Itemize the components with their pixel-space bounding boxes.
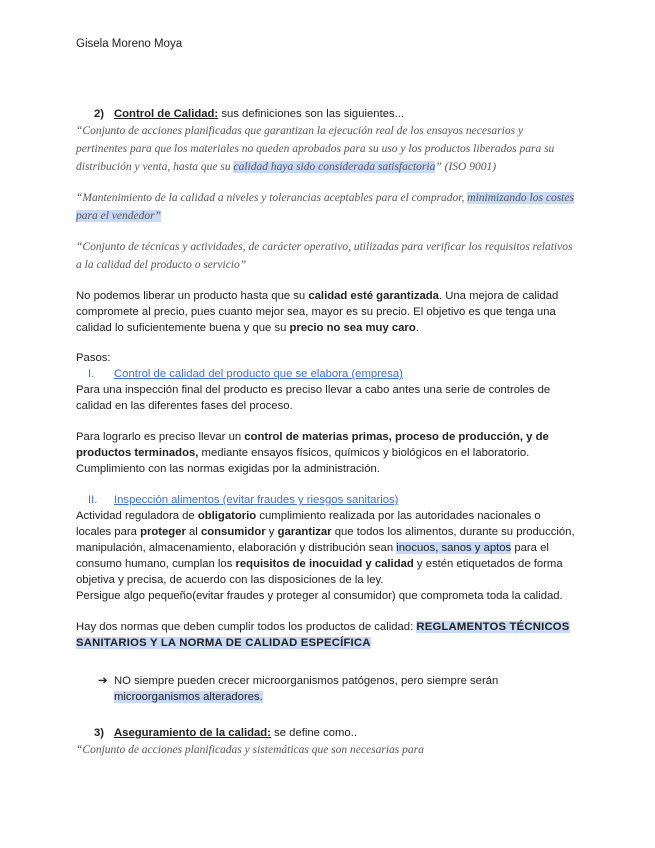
paragraph-dos-normas: [76, 619, 576, 651]
bold-text: calidad esté garantizada: [308, 290, 439, 302]
definition-quote-4: “Conjunto de acciones planificadas y sistemáticas que son necesarias para: [76, 744, 424, 756]
highlight: minimizando los costes para el vendedor”: [76, 192, 574, 222]
step-1-link[interactable]: Control de calidad del producto que se elabora (empresa): [114, 368, 403, 380]
bullet-microorganismos: [76, 673, 576, 705]
arrow-icon: ➔: [98, 675, 108, 687]
text: y: [265, 526, 278, 538]
bold-text: garantizar: [277, 526, 332, 538]
section-number: 2): [94, 108, 105, 120]
section-intro: sus definiciones son las siguientes...: [218, 108, 405, 120]
text: para el consumo humano, cumplan los: [76, 542, 549, 570]
text: mediante ensayos físicos, químicos y biológicos en el laboratorio. Cumplimiento con las normas exigidas por la administración.: [76, 447, 530, 475]
text: que todos los alimentos, durante su producción, manipulación, almacenamiento, elaboración y distribución sean: [76, 526, 575, 554]
definition-quote-2: [76, 189, 576, 225]
bold-text: proteger: [140, 526, 186, 538]
paragraph-persigue: Persigue algo pequeño(evitar fraudes y proteger al consumidor) que comprometa toda la calidad.: [76, 590, 563, 602]
section-number: 3): [94, 727, 105, 739]
text: Actividad reguladora de: [76, 510, 198, 522]
text: . Una mejora de calidad compromete al precio, pues cuanto mejor sea, mayor es su precio. El objetivo es que tenga una calidad lo suficientemente buena y que su: [76, 290, 559, 334]
quote-text: “Mantenimiento de la calidad a niveles y tolerancias aceptables para el comprador,: [76, 192, 468, 204]
quote-text: “Conjunto de técnicas y actividades, de carácter operativo, utilizadas para verificar los requisitos relativos a la calidad del producto o servicio”: [76, 241, 573, 271]
paragraph-actividad-reguladora: [76, 508, 576, 588]
highlight: inocuos, sanos y aptos: [396, 542, 512, 554]
section-2-heading: [76, 106, 576, 122]
text: Para lograrlo es preciso llevar un: [76, 431, 245, 443]
step-1-heading: [76, 366, 576, 382]
step-number: II.: [88, 494, 98, 506]
highlight: calidad haya sido considerada satisfactoria: [233, 161, 436, 173]
text: .: [415, 322, 419, 334]
highlight: microorganismos alteradores.: [114, 691, 263, 703]
page-header-author: Gisela Moreno Moya: [76, 38, 183, 50]
section-title: Aseguramiento de la calidad:: [114, 727, 271, 739]
section-intro: se define como..: [270, 727, 357, 739]
bold-text: consumidor: [200, 526, 266, 538]
text: y estén etiquetados de forma objetiva y precisa, de acuerdo con las disposiciones de la ley.: [76, 558, 563, 586]
pasos-label: Pasos:: [76, 352, 111, 364]
bold-text: requisitos de inocuidad y calidad: [235, 558, 414, 570]
text: al: [185, 526, 201, 538]
step-2-link[interactable]: Inspección alimentos (evitar fraudes y riesgos sanitarios): [114, 494, 399, 506]
definition-quote-1: [76, 122, 576, 176]
text: Hay dos normas que deben cumplir todos los productos de calidad:: [76, 621, 417, 633]
paragraph-control-materias: [76, 429, 576, 477]
paragraph-inspeccion-final: Para una inspección final del producto es preciso llevar a cabo antes una serie de controles de calidad en las diferentes fases del proceso.: [76, 384, 551, 412]
text: NO siempre pueden crecer microorganismos patógenos, pero siempre serán: [114, 675, 499, 687]
bold-text: obligatorio: [197, 510, 257, 522]
step-2-heading: [76, 492, 576, 508]
text: cumplimiento realizada por las autoridades nacionales o locales para: [76, 510, 541, 538]
quote-text: “Conjunto de acciones planificadas que garantizan la ejecución real de los ensayos necesarios y pertinentes para que los materiales no queden aprobados para su uso y los productos liberados para su distribución y venta, hasta que su: [76, 125, 555, 173]
paragraph-calidad-precio: [76, 288, 576, 336]
document-body: [76, 106, 576, 759]
text: No podemos liberar un producto hasta que su: [76, 290, 309, 302]
quote-source: ” (ISO 9001): [435, 161, 497, 173]
bold-text: precio no sea muy caro: [289, 322, 416, 334]
section-title: Control de Calidad:: [114, 108, 219, 120]
section-3-heading: [76, 725, 576, 741]
definition-quote-3: [76, 238, 576, 274]
highlight: REGLAMENTOS TÉCNICOS SANITARIOS Y LA NORMA DE CALIDAD ESPECÍFICA: [76, 621, 570, 649]
step-number: I.: [88, 368, 95, 380]
bold-text: control de materias primas, proceso de producción, y de productos terminados,: [76, 431, 549, 459]
